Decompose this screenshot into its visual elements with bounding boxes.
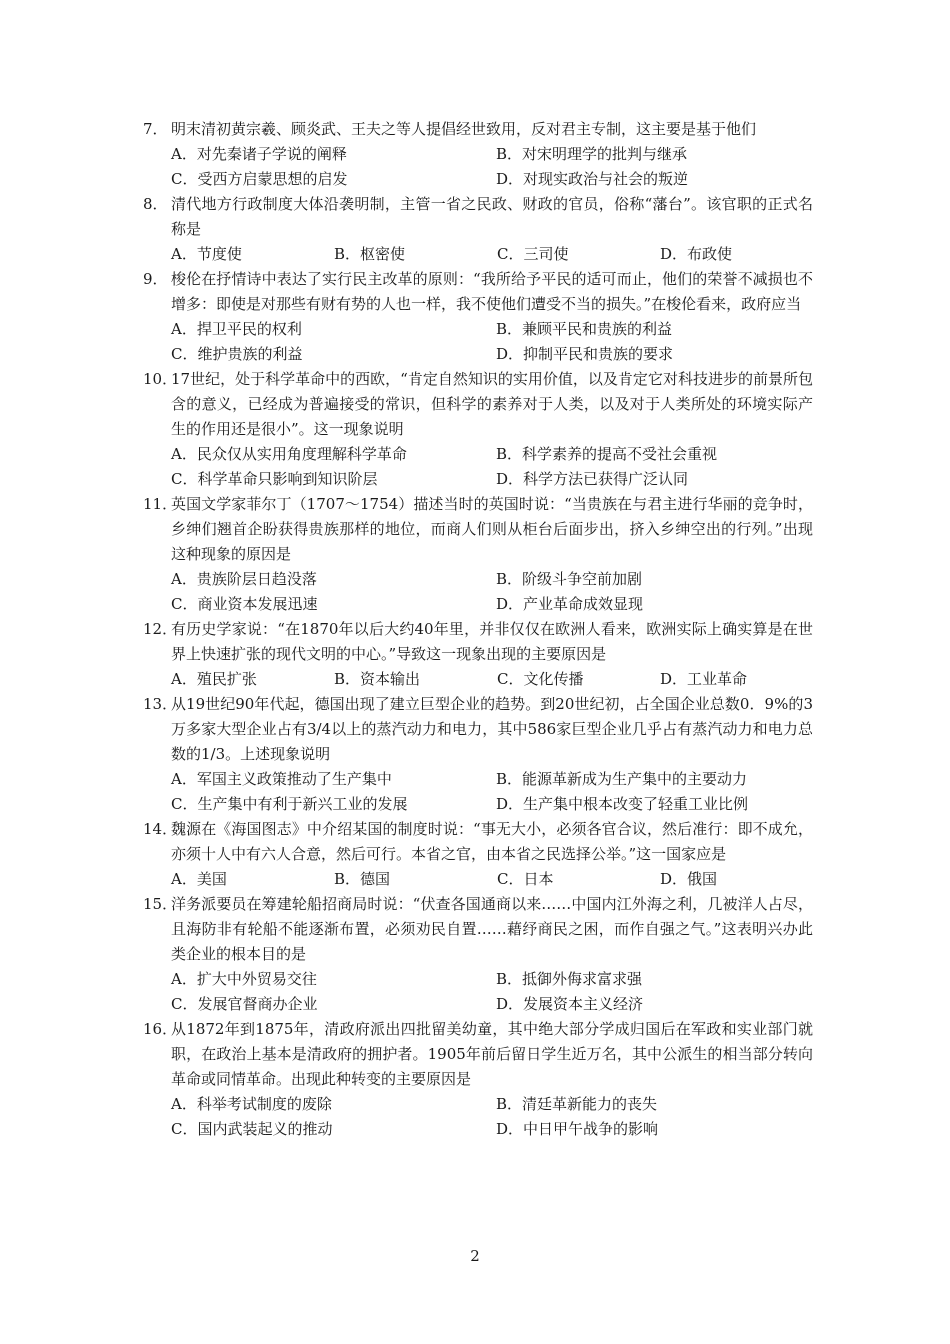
- options: [143, 442, 813, 492]
- question-list: [143, 117, 813, 1142]
- option-d: D．生产集中根本改变了轻重工业比例: [496, 795, 749, 813]
- option-a: A．贵族阶层日趋没落: [171, 570, 317, 588]
- option-b: B．对宋明理学的批判与继承: [496, 145, 688, 163]
- option-a: A．军国主义政策推动了生产集中: [171, 770, 392, 788]
- option-c: C．商业资本发展迅速: [171, 595, 318, 613]
- question-stem: [143, 117, 813, 142]
- question-stem: [143, 817, 813, 867]
- option-a: A．节度使: [171, 245, 242, 263]
- options: [143, 967, 813, 1017]
- options: [143, 867, 813, 892]
- option-d: D．产业革命成效显现: [496, 595, 644, 613]
- question-text: 洋务派要员在筹建轮船招商局时说：“伏查各国通商以来……中国内江外海之利，几被洋人占尽，且海防非有轮船不能逐渐布置，必须劝民自置……藉纾商民之困，而作自强之气。”这表明兴办此类企业的根本目的是: [171, 895, 813, 963]
- question-text: 清代地方行政制度大体沿袭明制，主管一省之民政、财政的官员，俗称“藩台”。该官职的正式名称是: [171, 195, 813, 238]
- question-text: 17世纪，处于科学革命中的西欧，“肯定自然知识的实用价值，以及肯定它对科技进步的前景所包含的意义，已经成为普遍接受的常识，但科学的素养对于人类，以及对于人类所处的环境实际产生的作用还是很小”。这一现象说明: [171, 370, 813, 438]
- option-c: C．科学革命只影响到知识阶层: [171, 470, 378, 488]
- question-stem: [143, 192, 813, 242]
- question-text: 英国文学家菲尔丁（1707～1754）描述当时的英国时说：“当贵族在与君主进行华丽的竞争时，乡绅们翘首企盼获得贵族那样的地位，而商人们则从柜台后面步出，挤入乡绅空出的行列。”出现这种现象的原因是: [171, 495, 813, 563]
- question-text: 梭伦在抒情诗中表达了实行民主改革的原则：“我所给予平民的适可而止，他们的荣誉不减损也不增多：即使是对那些有财有势的人也一样，我不使他们遭受不当的损失。”在梭伦看来，政府应当: [171, 270, 813, 313]
- question-number: 15．: [143, 895, 178, 913]
- options: [143, 242, 813, 267]
- option-d: D．工业革命: [660, 670, 748, 688]
- option-a: A．科举考试制度的废除: [171, 1095, 332, 1113]
- question-11: [143, 492, 813, 617]
- option-c: C．国内武装起义的推动: [171, 1120, 333, 1138]
- option-a: A．民众仅从实用角度理解科学革命: [171, 445, 407, 463]
- options: [143, 667, 813, 692]
- question-9: [143, 267, 813, 367]
- option-c: C．受西方启蒙思想的启发: [171, 170, 348, 188]
- question-number: 14．: [143, 820, 178, 838]
- option-c: C．维护贵族的利益: [171, 345, 303, 363]
- question-stem: [143, 892, 813, 967]
- question-number: 13．: [143, 695, 178, 713]
- question-14: [143, 817, 813, 892]
- option-c: C．生产集中有利于新兴工业的发展: [171, 795, 408, 813]
- question-text: 从19世纪90年代起，德国出现了建立巨型企业的趋势。到20世纪初，占全国企业总数0．9%的3万多家大型企业占有3/4以上的蒸汽动力和电力，其中586家巨型企业几乎占有蒸汽动力和电力总数的1/3。上述现象说明: [171, 695, 813, 763]
- question-number: 8．: [143, 195, 168, 213]
- option-c: C．文化传播: [497, 670, 584, 688]
- option-c: C．三司使: [497, 245, 569, 263]
- question-13: [143, 692, 813, 817]
- option-a: A．殖民扩张: [171, 670, 257, 688]
- option-b: B．德国: [334, 870, 391, 888]
- option-b: B．枢密使: [334, 245, 406, 263]
- option-a: A．捍卫平民的权利: [171, 320, 302, 338]
- option-d: D．抑制平民和贵族的要求: [496, 345, 674, 363]
- page-number: 2: [470, 1247, 480, 1265]
- question-16: [143, 1017, 813, 1142]
- options: [143, 567, 813, 617]
- option-d: D．科学方法已获得广泛认同: [496, 470, 689, 488]
- question-text: 明末清初黄宗羲、顾炎武、王夫之等人提倡经世致用，反对君主专制，这主要是基于他们: [171, 120, 757, 138]
- option-c: C．发展官督商办企业: [171, 995, 318, 1013]
- question-stem: [143, 617, 813, 667]
- option-b: B．科学素养的提高不受社会重视: [496, 445, 718, 463]
- option-b: B．阶级斗争空前加剧: [496, 570, 643, 588]
- option-b: B．清廷革新能力的丧失: [496, 1095, 658, 1113]
- option-d: D．俄国: [660, 870, 718, 888]
- question-stem: [143, 267, 813, 317]
- option-d: D．对现实政治与社会的叛逆: [496, 170, 689, 188]
- question-7: [143, 117, 813, 192]
- option-b: B．抵御外侮求富求强: [496, 970, 643, 988]
- question-8: [143, 192, 813, 267]
- question-number: 10．: [143, 370, 178, 388]
- question-number: 9．: [143, 270, 168, 288]
- options: [143, 317, 813, 367]
- option-b: B．兼顾平民和贵族的利益: [496, 320, 673, 338]
- question-stem: [143, 692, 813, 767]
- question-12: [143, 617, 813, 692]
- option-a: A．对先秦诸子学说的阐释: [171, 145, 347, 163]
- question-number: 7．: [143, 120, 168, 138]
- question-number: 11．: [143, 495, 178, 513]
- question-text: 魏源在《海国图志》中介绍某国的制度时说：“事无大小，必须各官合议，然后准行：即不成允，亦须十人中有六人合意，然后可行。本省之官，由本省之民选择公举。”这一国家应是: [171, 820, 813, 863]
- question-stem: [143, 367, 813, 442]
- option-b: B．资本输出: [334, 670, 421, 688]
- question-number: 16．: [143, 1020, 178, 1038]
- option-b: B．能源革新成为生产集中的主要动力: [496, 770, 748, 788]
- question-15: [143, 892, 813, 1017]
- options: [143, 142, 813, 192]
- options: [143, 1092, 813, 1142]
- question-text: 有历史学家说：“在1870年以后大约40年里，并非仅仅在欧洲人看来，欧洲实际上确实算是在世界上快速扩张的现代文明的中心。”导致这一现象出现的主要原因是: [171, 620, 813, 663]
- option-a: A．扩大中外贸易交往: [171, 970, 317, 988]
- option-d: D．布政使: [660, 245, 733, 263]
- question-10: [143, 367, 813, 492]
- question-stem: [143, 492, 813, 567]
- option-d: D．中日甲午战争的影响: [496, 1120, 659, 1138]
- option-d: D．发展资本主义经济: [496, 995, 644, 1013]
- question-text: 从1872年到1875年，清政府派出四批留美幼童，其中绝大部分学成归国后在军政和实业部门就职，在政治上基本是清政府的拥护者。1905年前后留日学生近万名，其中公派生的相当部分转向革命或同情革命。出现此种转变的主要原因是: [171, 1020, 813, 1088]
- question-stem: [143, 1017, 813, 1092]
- options: [143, 767, 813, 817]
- option-a: A．美国: [171, 870, 227, 888]
- option-c: C．日本: [497, 870, 554, 888]
- question-number: 12．: [143, 620, 178, 638]
